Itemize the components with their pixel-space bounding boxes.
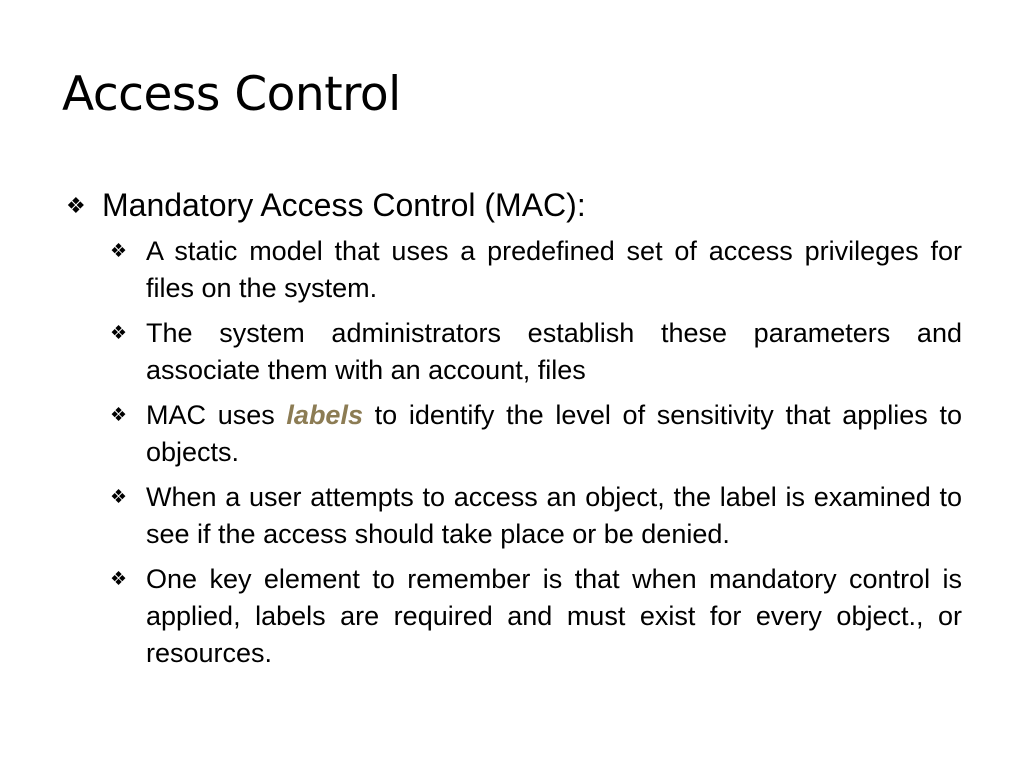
list-item-text: One key element to remember is that when mandatory control is applied, labels are required and must exist for every object., or resources. — [146, 564, 962, 668]
diamond-bullet-icon: ❖ — [110, 487, 128, 508]
list-item — [110, 561, 962, 672]
bullet-list — [110, 233, 962, 680]
section-heading-row — [66, 185, 966, 226]
list-item — [110, 397, 962, 471]
list-item-text-before: MAC uses — [146, 400, 287, 430]
diamond-bullet-icon: ❖ — [110, 569, 128, 590]
diamond-bullet-icon: ❖ — [66, 193, 86, 218]
list-item — [110, 479, 962, 553]
emphasized-labels-word: labels — [286, 400, 363, 430]
list-item-text: A static model that uses a predefined set of access privileges for files on the system. — [146, 236, 962, 303]
diamond-bullet-icon: ❖ — [110, 323, 128, 344]
list-item-text-after: to identify the level of sensitivity that applies to objects. — [146, 400, 962, 467]
list-item-text: When a user attempts to access an object, the label is examined to see if the access should take place or be denied. — [146, 482, 962, 549]
list-item — [110, 315, 962, 389]
list-item — [110, 233, 962, 307]
slide-title: Access Control — [62, 67, 401, 122]
section-heading: Mandatory Access Control (MAC): — [102, 187, 586, 223]
diamond-bullet-icon: ❖ — [110, 405, 128, 426]
diamond-bullet-icon: ❖ — [110, 241, 128, 262]
list-item-text: The system administrators establish these parameters and associate them with an account, files — [146, 318, 962, 385]
